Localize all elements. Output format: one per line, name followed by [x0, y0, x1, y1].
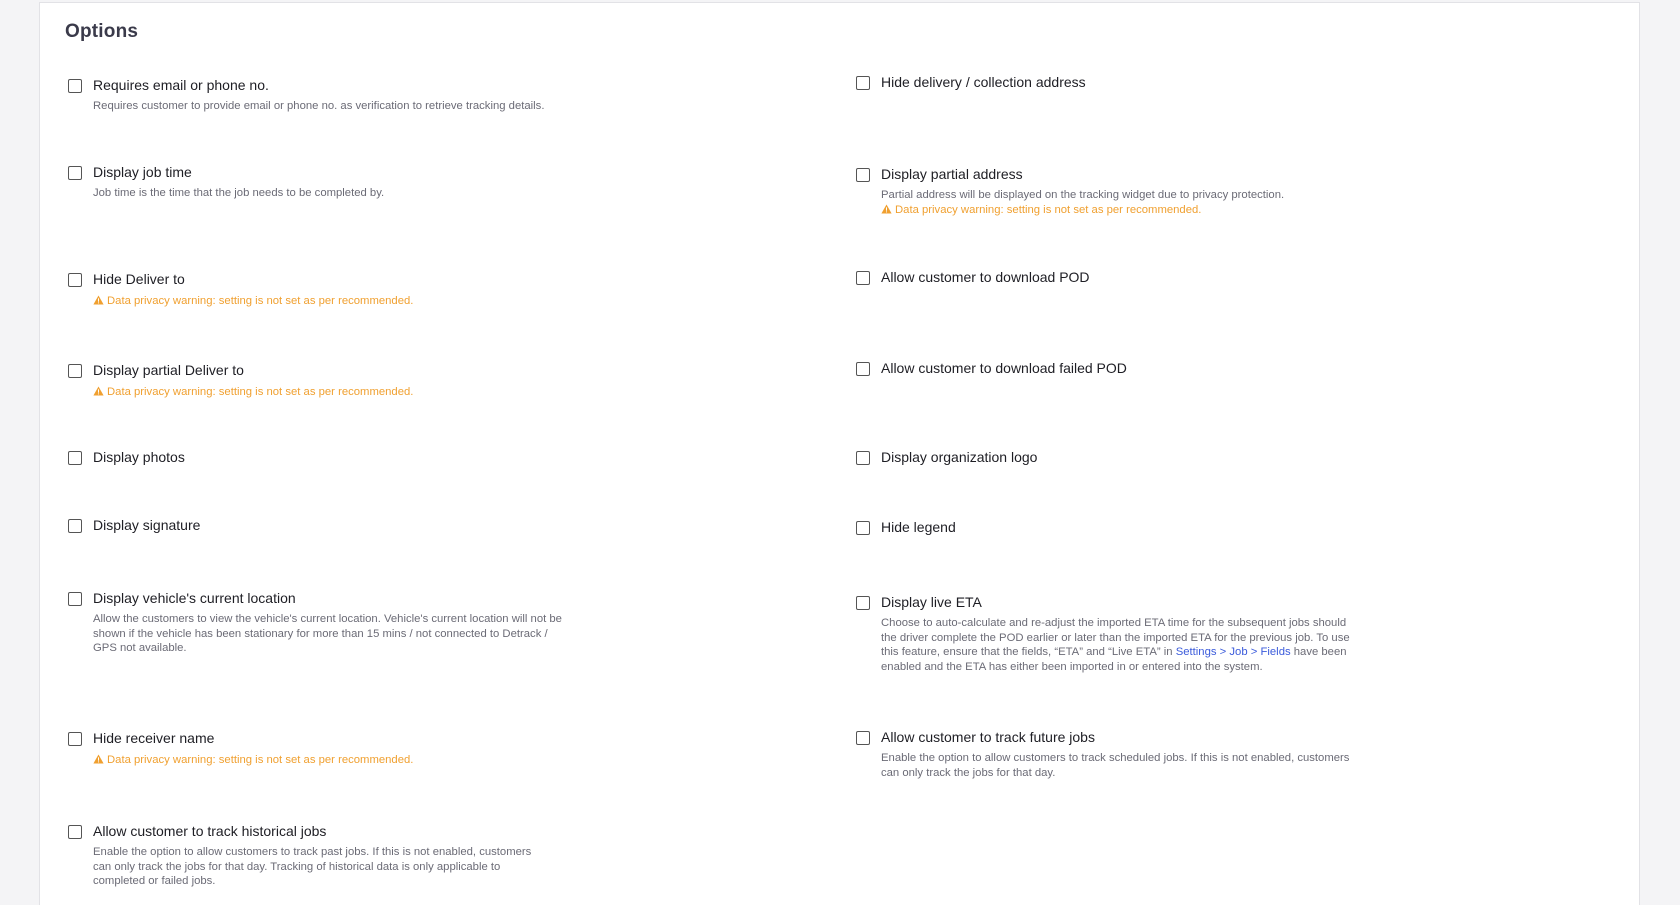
display-signature-checkbox[interactable]	[68, 519, 82, 533]
display-organization-logo-checkbox[interactable]	[856, 451, 870, 465]
hide-delivery-address-checkbox[interactable]	[856, 76, 870, 90]
settings-job-fields-link[interactable]: Settings > Job > Fields	[1175, 646, 1291, 659]
privacy-warning	[93, 386, 413, 398]
option-label: Display photos	[93, 449, 185, 465]
option-label: Display partial address	[881, 166, 1023, 182]
option-label: Hide delivery / collection address	[881, 74, 1086, 90]
display-photos-checkbox[interactable]	[68, 451, 82, 465]
option-description: Enable the option to allow customers to track past jobs. If this is not enabled, customers can only track the jobs for that day. Tracking of historical data is only applicable to completed or failed jobs.	[93, 846, 532, 888]
warning-text: Data privacy warning: setting is not set as per recommended.	[107, 386, 414, 398]
display-partial-deliver-to-checkbox[interactable]	[68, 364, 82, 378]
option-label: Display signature	[93, 517, 201, 533]
warning-text: Data privacy warning: setting is not set as per recommended.	[107, 295, 414, 307]
hide-deliver-to-checkbox[interactable]	[68, 273, 82, 287]
warning-icon	[881, 204, 892, 214]
display-job-time-checkbox[interactable]	[68, 166, 82, 180]
option-description: Requires customer to provide email or phone no. as verification to retrieve tracking details.	[93, 100, 545, 112]
option-label: Display job time	[93, 164, 192, 180]
option-description: Allow the customers to view the vehicle's current location. Vehicle's current location will not be shown if the vehicle has been stationary for more than 15 mins / not connected to Detrack / GPS not available.	[93, 613, 562, 655]
warning-icon	[93, 754, 104, 764]
option-label: Display live ETA	[881, 594, 982, 610]
privacy-warning	[93, 295, 413, 307]
download-failed-pod-checkbox[interactable]	[856, 362, 870, 376]
warning-icon	[93, 295, 104, 305]
hide-receiver-name-checkbox[interactable]	[68, 732, 82, 746]
options-panel	[39, 2, 1640, 905]
option-label: Hide Deliver to	[93, 271, 185, 287]
option-label: Display vehicle's current location	[93, 590, 296, 606]
option-label: Hide receiver name	[93, 730, 215, 746]
requires-email-phone-checkbox[interactable]	[68, 79, 82, 93]
option-label: Allow customer to download POD	[881, 269, 1090, 285]
option-label: Allow customer to download failed POD	[881, 360, 1127, 376]
section-title: Options	[65, 21, 139, 42]
option-description: Partial address will be displayed on the tracking widget due to privacy protection.	[881, 189, 1285, 201]
warning-text: Data privacy warning: setting is not set as per recommended.	[895, 204, 1202, 216]
warning-text: Data privacy warning: setting is not set as per recommended.	[107, 754, 414, 766]
option-label: Display partial Deliver to	[93, 362, 244, 378]
option-label: Hide legend	[881, 519, 956, 535]
track-future-jobs-checkbox[interactable]	[856, 731, 870, 745]
display-live-eta-checkbox[interactable]	[856, 596, 870, 610]
option-description: Job time is the time that the job needs to be completed by.	[93, 187, 385, 199]
live-eta-description-part1: Choose to auto-calculate and re-adjust the imported ETA time for the subsequent jobs should the driver complete the POD earlier or later than the imported ETA for the previous job. To use this feature, ensure that the fields, “ETA” and “Live ETA” in	[881, 617, 1350, 659]
live-eta-description-part2: have been enabled and the ETA has either been imported in or entered into the system.	[881, 646, 1347, 673]
track-historical-jobs-checkbox[interactable]	[68, 825, 82, 839]
display-vehicle-location-checkbox[interactable]	[68, 592, 82, 606]
display-partial-address-checkbox[interactable]	[856, 168, 870, 182]
option-label: Allow customer to track future jobs	[881, 729, 1095, 745]
warning-icon	[93, 386, 104, 396]
option-label: Display organization logo	[881, 449, 1038, 465]
privacy-warning	[881, 204, 1201, 216]
option-description: Enable the option to allow customers to track scheduled jobs. If this is not enabled, customers can only track the jobs for that day.	[881, 752, 1350, 779]
download-pod-checkbox[interactable]	[856, 271, 870, 285]
option-description	[881, 616, 1351, 674]
option-label: Allow customer to track historical jobs	[93, 823, 327, 839]
option-label: Requires email or phone no.	[93, 77, 269, 93]
hide-legend-checkbox[interactable]	[856, 521, 870, 535]
privacy-warning	[93, 754, 413, 766]
